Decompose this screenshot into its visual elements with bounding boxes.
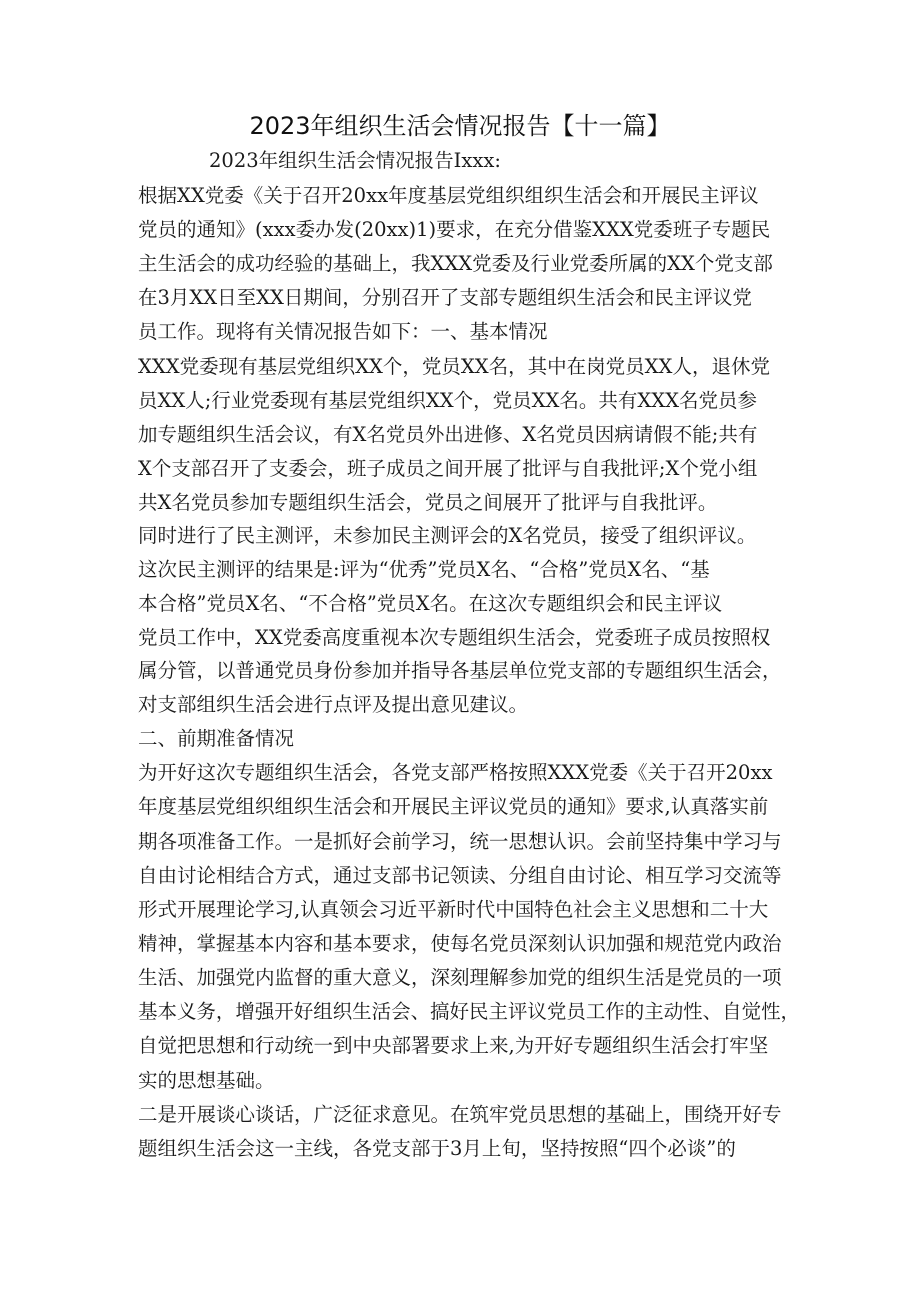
text-line: 2023年组织生活会情况报告Ixxx: <box>209 149 501 172</box>
text-line: 本合格”党员X名、“不合格”党员X名。在这次专题组织会和民主评议 <box>138 592 723 615</box>
document-title: 2023年组织生活会情况报告【十一篇】 <box>249 112 671 140</box>
text-line: 根据XX党委《关于召开20xx年度基层党组织组织生活会和开展民主评议 <box>138 184 759 207</box>
text-line: 生活、加强党内监督的重大意义，深刻理解参加党的组织生活是党员的一项 <box>138 966 782 989</box>
text-line: 加专题组织生活会议，有X名党员外出进修、X名党员因病请假不能;共有 <box>138 423 758 446</box>
text-line: 员XX人;行业党委现有基层党组织XX个，党员XX名。共有XXX名党员参 <box>138 389 758 412</box>
text-line: 在3月XX日至XX日期间，分别召开了支部专题组织生活会和民主评议党 <box>138 286 752 309</box>
text-line: 形式开展理论学习,认真领会习近平新时代中国特色社会主义思想和二十大 <box>138 898 769 921</box>
section-heading: 二、前期准备情况 <box>138 727 295 750</box>
text-line: 为开好这次专题组织生活会，各党支部严格按照XXX党委《关于召开20xx <box>138 761 773 784</box>
text-line: 共X名党员参加专题组织生活会，党员之间展开了批评与自我批评。 <box>138 491 718 514</box>
text-line: 这次民主测评的结果是:评为“优秀”党员X名、“合格”党员X名、“基 <box>138 558 710 581</box>
text-line: 属分管，以普通党员身份参加并指导各基层单位党支部的专题组织生活会， <box>138 659 782 682</box>
text-line: 年度基层党组织组织生活会和开展民主评议党员的通知》要求,认真落实前 <box>138 795 769 818</box>
text-line: 主生活会的成功经验的基础上，我XXX党委及行业党委所属的XX个党支部 <box>138 252 773 275</box>
text-line: 员工作。现将有关情况报告如下：一、基本情况 <box>138 320 548 343</box>
text-line: 同时进行了民主测评，未参加民主测评会的X名党员，接受了组织评议。 <box>138 524 757 547</box>
text-line: X个支部召开了支委会，班子成员之间开展了批评与自我批评;X个党小组 <box>138 457 758 480</box>
text-line: 实的思想基础。 <box>138 1069 275 1092</box>
text-line: 自觉把思想和行动统一到中央部署要求上来,为开好专题组织生活会打牢坚 <box>138 1034 769 1057</box>
text-line: 期各项准备工作。一是抓好会前学习，统一思想认识。会前坚持集中学习与 <box>138 830 782 853</box>
text-line: 对支部组织生活会进行点评及提出意见建议。 <box>138 693 529 716</box>
text-line: 自由讨论相结合方式，通过支部书记领读、分组自由讨论、相互学习交流等 <box>138 864 782 887</box>
text-line: 党员的通知》(xxx委办发(20xx)1)要求，在充分借鉴XXX党委班子专题民 <box>138 218 771 241</box>
text-line: 二是开展谈心谈话，广泛征求意见。在筑牢党员思想的基础上，围绕开好专 <box>138 1103 782 1126</box>
text-line: 题组织生活会这一主线，各党支部于3月上旬，坚持按照“四个必谈”的 <box>138 1137 736 1160</box>
text-line: XXX党委现有基层党组织XX个，党员XX名，其中在岗党员XX人，退休党 <box>138 355 770 378</box>
text-line: 精神，掌握基本内容和基本要求，使每名党员深刻认识加强和规范党内政治 <box>138 932 782 955</box>
text-line: 基本义务，增强开好组织生活会、搞好民主评议党员工作的主动性、自觉性， <box>138 1000 801 1023</box>
text-line: 党员工作中，XX党委高度重视本次专题组织生活会，党委班子成员按照权 <box>138 626 771 649</box>
